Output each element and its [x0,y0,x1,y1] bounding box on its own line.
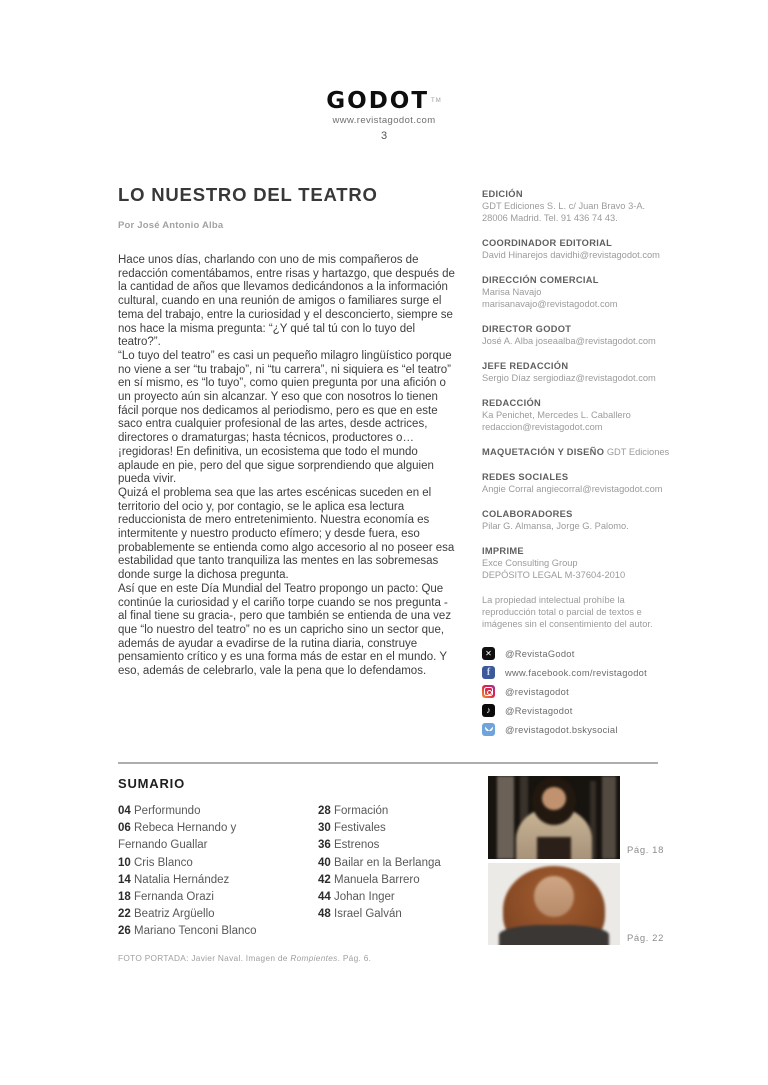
article-title: LO NUESTRO DEL TEATRO [118,184,378,205]
masthead-label: COORDINADOR EDITORIAL [482,238,613,248]
masthead-section-coordinador [482,237,687,261]
masthead-label: JEFE REDACCIÓN [482,361,569,371]
masthead-line: Pilar G. Almansa, Jorge G. Palomo. [482,521,629,531]
sumario-item [118,889,273,906]
sumario-item-number: 40 [318,856,331,869]
sumario-item-number: 10 [118,856,131,869]
brand-logo [0,88,768,114]
sumario-title: SUMARIO [118,776,185,791]
masthead-section-jefe-redaccion [482,360,687,384]
masthead-line: David Hinarejos davidhi@revistagodot.com [482,250,660,260]
social-row-bluesky [482,723,687,736]
masthead-section-colaboradores [482,508,687,532]
sumario-item-number: 42 [318,873,331,886]
sumario-item-number: 18 [118,891,131,904]
page-number: 3 [380,130,388,142]
sumario-item-number: 04 [118,805,131,817]
sumario-item [118,820,273,854]
sumario-item [118,906,273,923]
masthead-label: REDES SOCIALES [482,472,569,482]
sumario-column-left [118,803,273,941]
social-handle: @revistagodot [505,686,569,697]
sumario-item [118,872,273,889]
photo-caption: Pág. 18 [627,845,664,856]
trademark-mark: TM [431,97,442,104]
sumario-item-label: Mariano Tenconi Blanco [134,925,257,938]
photo-pag-18-art [488,776,620,859]
masthead-section-redaccion [482,397,687,433]
photo-caption: Pág. 22 [627,933,664,944]
page-header [0,88,768,142]
sumario-item-number: 26 [118,925,131,938]
masthead-label: IMPRIME [482,546,524,556]
masthead-label: EDICIÓN [482,189,523,199]
cover-photo-note [118,953,371,963]
social-row-facebook [482,666,687,679]
social-handle: @revistagodot.bskysocial [505,724,618,735]
masthead-line: marisanavajo@revistagodot.com [482,299,618,309]
masthead-label: MAQUETACIÓN Y DISEÑO [482,447,605,457]
sumario-item-label: Rebeca Hernando y Fernando Guallar [118,822,237,852]
facebook-icon: f [482,666,495,679]
masthead-label: REDACCIÓN [482,398,541,408]
social-list [482,647,687,736]
masthead-section-redes-sociales [482,471,687,495]
masthead-line: redaccion@revistagodot.com [482,422,603,432]
masthead-line: Sergio Díaz sergiodiaz@revistagodot.com [482,373,656,383]
sumario-item-label: Manuela Barrero [334,873,420,886]
sumario-item [118,803,273,820]
sumario-item-label: Formación [334,805,389,817]
masthead-line: Ka Penichet, Mercedes L. Caballero [482,410,631,420]
article-paragraph: “Lo tuyo del teatro” es casi un pequeño milagro lingüístico porque no viene a ser “tu trabajo”, ni “tu carrera”, ni siquiera es “el teatro” en sí mismo, es “lo tuyo”, como quien pregunta por una afición o un proyecto aún sin alcanzar. Y eso que con nosotros lo tienen fácil porque nos dedicamos al periodismo, pero es que en este saco entra cualquier profesional de las artes, desde actrices, directores o dramaturgas; hasta técnicos, productores o… ¡regidoras! En definitiva, un ecosistema que todo el mundo aplaude en pie, pero del que sigue sorprendiendo que alguien pueda vivir. [118,349,452,486]
masthead-column [482,188,687,742]
tiktok-icon: ♪ [482,704,495,717]
article-byline: Por José Antonio Alba [118,220,224,231]
sumario-item-label: Bailar en la Berlanga [334,856,441,869]
social-handle: www.facebook.com/revistagodot [505,667,648,678]
masthead-line: Angie Corral angiecorral@revistagodot.com [482,484,663,494]
masthead-label: COLABORADORES [482,509,573,519]
sumario-item-number: 14 [118,873,131,886]
sumario-item-label: Cris Blanco [134,856,193,869]
masthead-line: 28006 Madrid. Tel. 91 436 74 43. [482,213,618,223]
masthead-line: Marisa Navajo [482,287,542,297]
masthead-section-direccion-comercial [482,274,687,310]
instagram-icon [482,685,495,698]
legal-note: La propiedad intelectual prohíbe la reproducción total o parcial de textos e imágenes sin el consentimiento del autor. [482,595,653,629]
bluesky-icon [482,723,495,736]
website-url: www.revistagodot.com [332,115,436,126]
sumario-item-label: Beatriz Argüello [134,908,215,921]
sumario-item-number: 44 [318,891,331,904]
masthead-section-edicion [482,188,687,224]
masthead-line: DEPÓSITO LEGAL M-37604-2010 [482,570,626,580]
masthead-line: GDT Ediciones [606,447,670,457]
sumario-item-number: 28 [318,805,331,817]
social-row-instagram [482,685,687,698]
sumario-item-number: 30 [318,822,331,835]
social-row-x [482,647,687,660]
photo-pag-22-art [488,863,620,945]
sumario-item-label: Johan Inger [334,891,395,904]
masthead-section-maquetacion [482,446,687,458]
brand-logo-text: GODOT [326,88,430,114]
article-body [118,254,455,679]
editorial-article [118,184,463,679]
article-paragraph: Hace unos días, charlando con uno de mis compañeros de redacción comentábamos, entre risas y hartazgo, que después de la cantidad de años que llevamos dedicándonos a la información cultural, cuando en una reunión de amigos o familiares surge el tema del trabajo, entre la curiosidad y el desconcierto, siempre se nos hace la misma pregunta: “¿Y qué tal tú con lo tuyo del teatro?”. [118,254,455,349]
photo-pag-22 [488,863,620,945]
sumario-item-number: 22 [118,908,131,921]
masthead-line: GDT Ediciones S. L. c/ Juan Bravo 3-A. [482,201,646,211]
cover-note-suffix: . Pág. 6. [337,953,372,963]
photo-pag-18 [488,776,620,859]
masthead-section-imprime [482,545,687,581]
sumario-item-label: Fernanda Orazi [134,891,214,904]
sumario-item-label: Estrenos [334,839,380,852]
sumario-item-label: Festivales [334,822,386,835]
social-handle: @Revistagodot [505,705,573,716]
masthead-section-director [482,323,687,347]
cover-note-title: Rompientes [290,953,338,963]
masthead-label: DIRECTOR GODOT [482,324,572,334]
masthead-line: Exce Consulting Group [482,558,578,568]
social-row-tiktok [482,704,687,717]
section-divider [118,762,658,764]
sumario-item [118,855,273,872]
sumario-item-number: 48 [318,908,331,921]
masthead-line: José A. Alba joseaalba@revistagodot.com [482,336,656,346]
x-icon: ✕ [482,647,495,660]
sumario-item-label: Natalia Hernández [134,873,230,886]
social-handle: @RevistaGodot [505,648,575,659]
sumario-item-number: 06 [118,822,131,835]
article-paragraph: Así que en este Día Mundial del Teatro propongo un pacto: Que continúe la curiosidad y el cariño torpe cuando se nos pregunta -al final tiene su gracia-, pero que también se entienda de una vez que “lo nuestro del teatro” no es un capricho sino un sector que, además de ayudar a evadirse de la rutina diaria, construye pensamiento crítico y es una forma más de estar en el mundo. Y eso, además de celebrarlo, vale la pena que lo defendamos. [118,582,452,678]
sumario-item [118,923,273,940]
sumario-item-label: Israel Galván [334,908,402,921]
masthead-label: DIRECCIÓN COMERCIAL [482,275,599,285]
sumario-item-label: Performundo [134,805,201,817]
cover-note-prefix: FOTO PORTADA: Javier Naval. Imagen de [118,953,291,963]
sumario-item-number: 36 [318,839,331,852]
article-paragraph: Quizá el problema sea que las artes escénicas suceden en el territorio del ocio y, por contagio, se le aplica esa lectura reduccionista de mero entretenimiento. Nuestra economía es intermitente y nuestro producto efímero; y desde fuera, eso probablemente se entienda como algo accesorio al no poseer esa estabilidad que tanto tranquiliza las mentes en las sobremesas donde surge la dichosa pregunta. [118,486,455,582]
